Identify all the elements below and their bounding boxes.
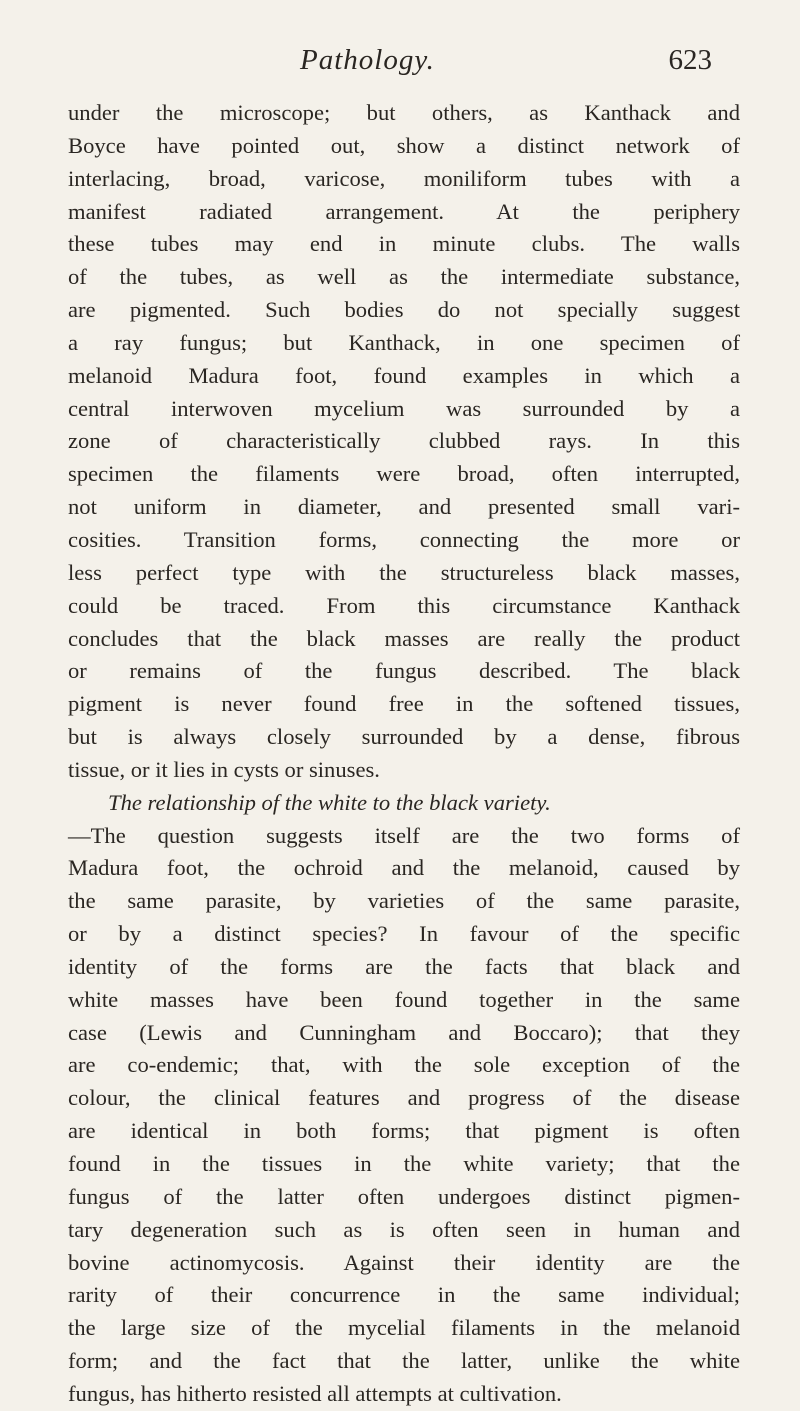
text-line: or remains of the fungus described. The black: [68, 658, 740, 684]
page-number: 623: [668, 44, 712, 76]
text-line: specimen the filaments were broad, often interrupted,: [68, 461, 740, 487]
text-line: concludes that the black masses are really the product: [68, 625, 740, 651]
text-line: are pigmented. Such bodies do not specially suggest: [68, 297, 740, 323]
text-line: less perfect type with the structureless black masses,: [68, 559, 740, 585]
text-line: bovine actinomycosis. Against their identity are the: [68, 1249, 740, 1275]
body-text: [68, 97, 740, 1411]
text-line: under the microscope; but others, as Kanthack and: [68, 100, 740, 125]
text-line: but is always closely surrounded by a dense, fibrous: [68, 724, 740, 750]
text-line: identity of the forms are the facts that black and: [68, 953, 740, 979]
text-line: case (Lewis and Cunningham and Boccaro); that they: [68, 1019, 740, 1045]
text-line: the large size of the mycelial filaments in the melanoid: [68, 1315, 740, 1341]
text-line: cosities. Transition forms, connecting the more or: [68, 526, 740, 552]
running-head-title: Pathology.: [300, 44, 435, 76]
text-line: rarity of their concurrence in the same individual;: [68, 1282, 740, 1308]
text-line: white masses have been found together in the same: [68, 986, 740, 1012]
text-line: form; and the fact that the latter, unlike the white: [68, 1348, 740, 1374]
text-line: Boyce have pointed out, show a distinct network of: [68, 132, 740, 158]
text-line: —The question suggests itself are the two forms of: [68, 822, 740, 848]
running-head: [300, 44, 720, 84]
text-line: are identical in both forms; that pigment is often: [68, 1118, 740, 1144]
text-line: melanoid Madura foot, found examples in which a: [68, 362, 740, 388]
text-line: these tubes may end in minute clubs. The walls: [68, 231, 740, 257]
text-line: could be traced. From this circumstance Kanthack: [68, 592, 740, 618]
text-line: manifest radiated arrangement. At the periphery: [68, 198, 740, 224]
text-line: pigment is never found free in the softened tissues,: [68, 691, 740, 717]
text-line: fungus, has hitherto resisted all attempts at cultivation.: [68, 1380, 562, 1406]
text-line: found in the tissues in the white variety; that the: [68, 1151, 740, 1176]
text-line: tissue, or it lies in cysts or sinuses.: [68, 756, 380, 782]
text-line: a ray fungus; but Kanthack, in one specimen of: [68, 329, 740, 355]
text-line: interlacing, broad, varicose, moniliform tubes with a: [68, 165, 740, 191]
text-line: zone of characteristically clubbed rays. In this: [68, 428, 740, 454]
text-line: central interwoven mycelium was surrounded by a: [68, 395, 740, 421]
text-line: not uniform in diameter, and presented small vari-: [68, 494, 740, 520]
text-line: colour, the clinical features and progress of the disease: [68, 1085, 740, 1111]
text-line: or by a distinct species? In favour of the specific: [68, 921, 740, 947]
section-heading: The relationship of the white to the black variety.: [108, 789, 551, 815]
text-line: fungus of the latter often undergoes distinct pigmen-: [68, 1183, 740, 1209]
text-line: tary degeneration such as is often seen in human and: [68, 1216, 740, 1242]
text-line: are co-endemic; that, with the sole exception of the: [68, 1052, 740, 1078]
text-line: Madura foot, the ochroid and the melanoid, caused by: [68, 855, 740, 881]
text-line: the same parasite, by varieties of the same parasite,: [68, 888, 740, 914]
text-line: of the tubes, as well as the intermediate substance,: [68, 264, 740, 290]
